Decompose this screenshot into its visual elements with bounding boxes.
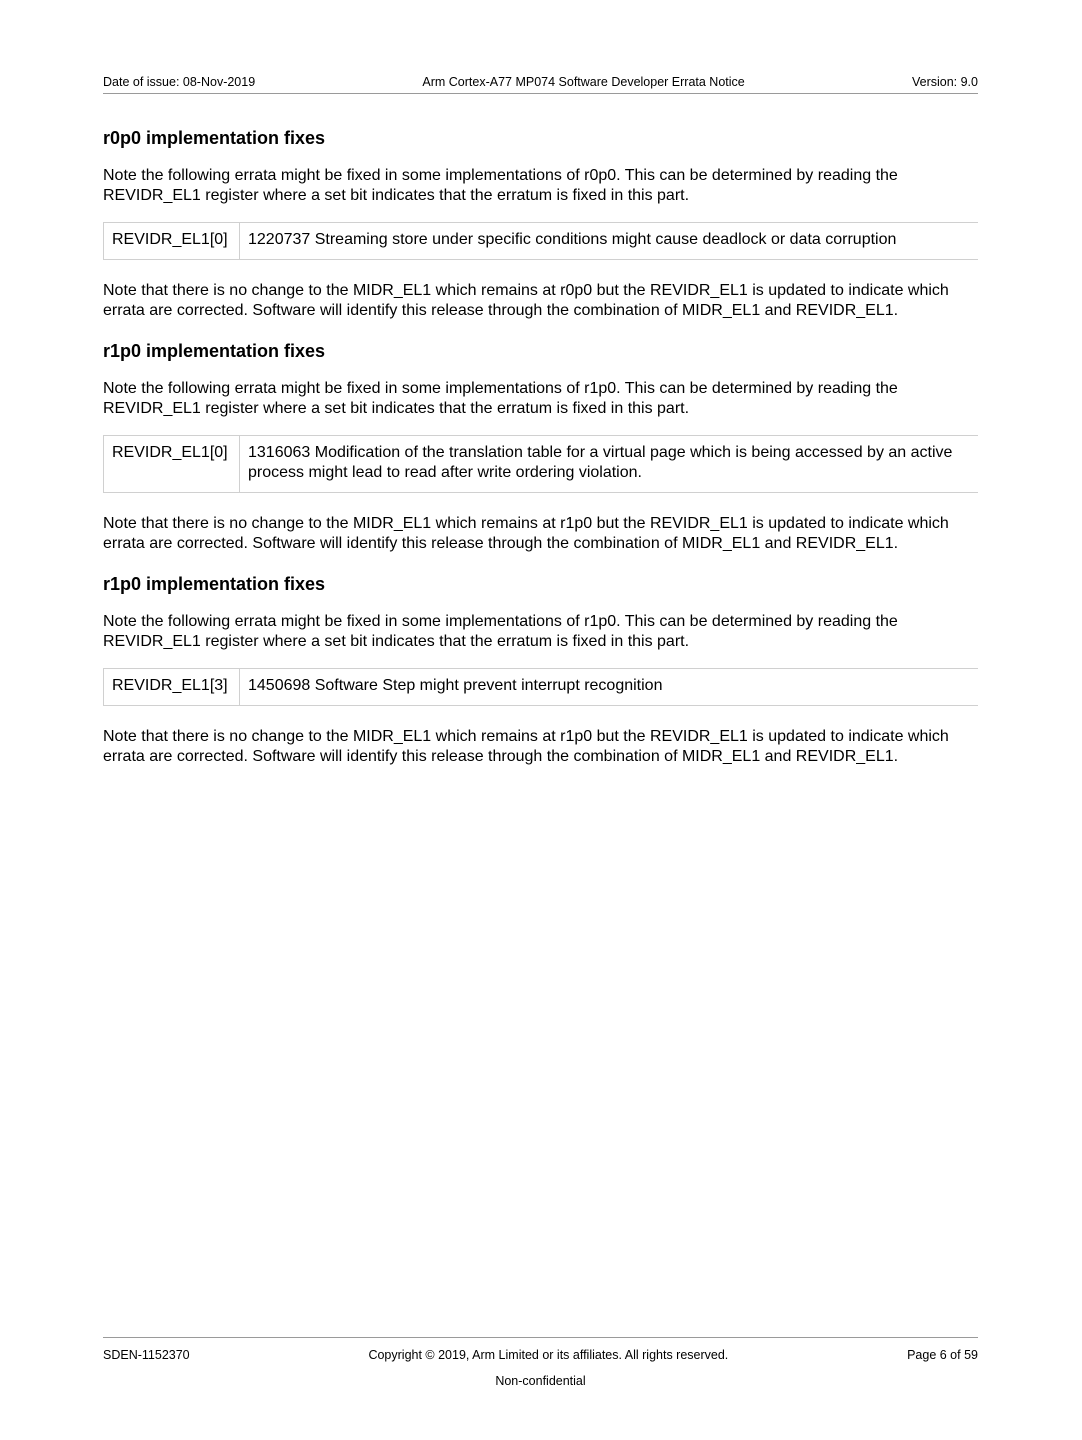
page-footer [103, 1337, 978, 1388]
register-cell: REVIDR_EL1[0] [104, 436, 240, 493]
footer-page-number: Page 6 of 59 [907, 1348, 978, 1362]
header-version: Version: 9.0 [911, 75, 978, 89]
footer-doc-id: SDEN-1152370 [103, 1348, 190, 1362]
section-heading: r1p0 implementation fixes [103, 574, 326, 594]
section-heading: r0p0 implementation fixes [103, 128, 326, 148]
section-note: Note that there is no change to the MIDR_EL1 which remains at r1p0 but the REVIDR_EL1 is updated to indicate which errata are corrected. Software will identify this release through the combination of MIDR_EL1 and REVIDR_EL1. [103, 728, 949, 765]
section-note: Note that there is no change to the MIDR_EL1 which remains at r1p0 but the REVIDR_EL1 is updated to indicate which errata are corrected. Software will identify this release through the combination of MIDR_EL1 and REVIDR_EL1. [103, 515, 949, 552]
errata-table [103, 222, 978, 260]
erratum-cell: 1450698 Software Step might prevent interrupt recognition [240, 669, 979, 706]
header-title: Arm Cortex-A77 MP074 Software Developer Errata Notice [422, 75, 745, 89]
section-intro: Note the following errata might be fixed in some implementations of r1p0. This can be determined by reading the REVIDR_EL1 register where a set bit indicates that the erratum is fixed in this part. [103, 380, 898, 417]
register-cell: REVIDR_EL1[0] [104, 223, 240, 260]
section-intro: Note the following errata might be fixed in some implementations of r1p0. This can be determined by reading the REVIDR_EL1 register where a set bit indicates that the erratum is fixed in this part. [103, 613, 898, 650]
errata-table [103, 435, 978, 493]
register-cell: REVIDR_EL1[3] [104, 669, 240, 706]
erratum-cell: 1316063 Modification of the translation table for a virtual page which is being accessed by an active process might lead to read after write ordering violation. [240, 436, 979, 493]
footer-confidentiality: Non-confidential [495, 1374, 586, 1388]
table-row [104, 223, 979, 260]
table-row [104, 436, 979, 493]
section-heading: r1p0 implementation fixes [103, 341, 326, 361]
section-intro: Note the following errata might be fixed in some implementations of r0p0. This can be determined by reading the REVIDR_EL1 register where a set bit indicates that the erratum is fixed in this part. [103, 167, 898, 204]
footer-copyright: Copyright © 2019, Arm Limited or its affiliates. All rights reserved. [368, 1348, 729, 1362]
document-body [103, 126, 978, 767]
errata-table [103, 668, 978, 706]
table-row [104, 669, 979, 706]
page-header [103, 75, 978, 94]
section-note: Note that there is no change to the MIDR_EL1 which remains at r0p0 but the REVIDR_EL1 is updated to indicate which errata are corrected. Software will identify this release through the combination of MIDR_EL1 and REVIDR_EL1. [103, 282, 949, 319]
erratum-cell: 1220737 Streaming store under specific conditions might cause deadlock or data corruption [240, 223, 979, 260]
header-date: Date of issue: 08-Nov-2019 [103, 75, 256, 89]
